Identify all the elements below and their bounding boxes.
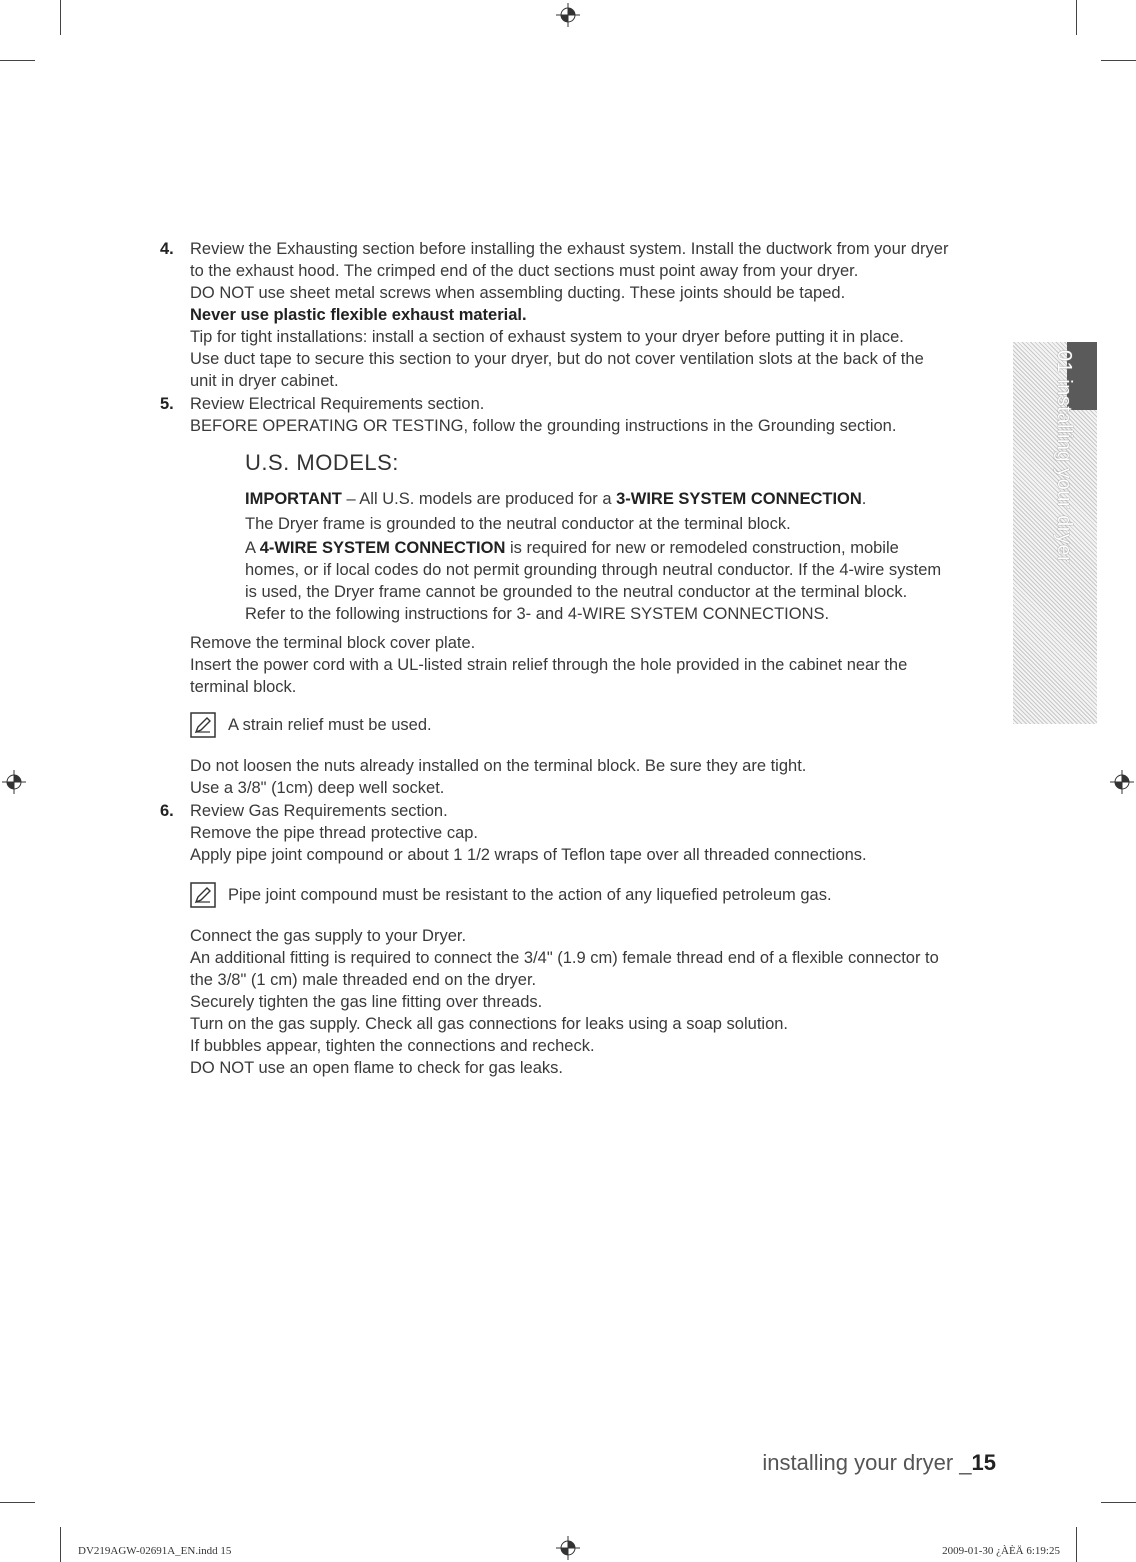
note-icon xyxy=(190,882,216,908)
crop-mark xyxy=(0,1502,35,1503)
step6-line: Apply pipe joint compound or about 1 1/2 wraps of Teflon tape over all threaded connections. xyxy=(190,846,867,864)
crop-mark xyxy=(1076,1527,1077,1562)
chapter-side-tab xyxy=(1013,342,1097,724)
step6-line: Securely tighten the gas line fitting over threads. xyxy=(190,993,543,1011)
crop-mark xyxy=(1101,1502,1136,1503)
step6-line: Connect the gas supply to your Dryer. xyxy=(190,927,467,945)
step5-line: Remove the terminal block cover plate. xyxy=(190,634,476,652)
step6-line: Turn on the gas supply. Check all gas connections for leaks using a soap solution. xyxy=(190,1015,789,1033)
crop-mark xyxy=(60,1527,61,1562)
step4-tip-line: Tip for tight installations: install a section of exhaust system to your dryer before putting it in place. xyxy=(190,328,904,346)
crop-mark xyxy=(1101,60,1136,61)
crop-mark xyxy=(1076,0,1077,35)
step4-tip-line: Use duct tape to secure this section to your dryer, but do not cover ventilation slots at the back of the xyxy=(190,350,924,368)
step6-line: the 3/8" (1 cm) male threaded end on the dryer. xyxy=(190,971,537,989)
step-number: 4. xyxy=(160,240,174,258)
four-wire-suffix: is required for new or remodeled construction, mobile xyxy=(505,539,899,557)
step5-line: terminal block. xyxy=(190,678,297,696)
step6-line: An additional fitting is required to connect the 3/4" (1.9 cm) female thread end of a flexible connector to xyxy=(190,949,939,967)
us-models-line: The Dryer frame is grounded to the neutral conductor at the terminal block. xyxy=(245,515,791,533)
step4-line: to the exhaust hood. The crimped end of the duct sections must point away from your dryer. xyxy=(190,262,859,280)
important-label: IMPORTANT xyxy=(245,490,342,508)
note-icon xyxy=(190,712,216,738)
four-wire-prefix: A xyxy=(245,539,260,557)
registration-mark-icon xyxy=(556,1536,580,1560)
step-number: 6. xyxy=(160,802,174,820)
page-footer xyxy=(762,1452,996,1474)
exhaust-warning: Never use plastic flexible exhaust material. xyxy=(190,306,527,324)
us-models-heading: U.S. MODELS: xyxy=(245,450,399,475)
side-tab-label: 01 installing your dryer xyxy=(1053,350,1075,564)
print-slug-date: 2009-01-30 ¿ÀÈÄ 6:19:25 xyxy=(942,1545,1060,1557)
us-models-line: homes, or if local codes do not permit grounding through neutral conductor. If the 4-wire system xyxy=(245,561,942,579)
step6-line: DO NOT use an open flame to check for gas leaks. xyxy=(190,1059,563,1077)
footer-section-title: installing your dryer _ xyxy=(762,1450,972,1475)
page-number: 15 xyxy=(971,1450,996,1475)
step5-line: BEFORE OPERATING OR TESTING, follow the grounding instructions in the Grounding section. xyxy=(190,417,897,435)
step5-line: Use a 3/8" (1cm) deep well socket. xyxy=(190,779,445,797)
us-models-line: is used, the Dryer frame cannot be grounded to the neutral conductor at the terminal block. xyxy=(245,583,908,601)
important-end: . xyxy=(861,490,867,508)
important-line xyxy=(245,488,866,510)
important-text: – All U.S. models are produced for a xyxy=(341,490,617,508)
step5-line: Insert the power cord with a UL-listed strain relief through the hole provided in the cabinet near the xyxy=(190,656,908,674)
registration-mark-icon xyxy=(2,770,26,794)
four-wire-label: 4-WIRE SYSTEM CONNECTION xyxy=(259,539,506,557)
step5-line: Review Electrical Requirements section. xyxy=(190,395,485,413)
note-text: Pipe joint compound must be resistant to the action of any liquefied petroleum gas. xyxy=(228,886,832,904)
step4-tip-line: unit in dryer cabinet. xyxy=(190,372,339,390)
registration-mark-icon xyxy=(556,3,580,27)
step4-line: Review the Exhausting section before installing the exhaust system. Install the ductwork from your dryer xyxy=(190,240,949,258)
three-wire-label: 3-WIRE SYSTEM CONNECTION xyxy=(616,490,862,508)
step6-line: Review Gas Requirements section. xyxy=(190,802,448,820)
step6-line: If bubbles appear, tighten the connections and recheck. xyxy=(190,1037,595,1055)
step-number: 5. xyxy=(160,395,174,413)
step6-line: Remove the pipe thread protective cap. xyxy=(190,824,479,842)
crop-mark xyxy=(0,60,35,61)
us-models-line: Refer to the following instructions for 3- and 4-WIRE SYSTEM CONNECTIONS. xyxy=(245,605,830,623)
crop-mark xyxy=(60,0,61,35)
step5-line: Do not loosen the nuts already installed on the terminal block. Be sure they are tight. xyxy=(190,757,807,775)
step4-line: DO NOT use sheet metal screws when assembling ducting. These joints should be taped. xyxy=(190,284,846,302)
note-text: A strain relief must be used. xyxy=(228,716,432,734)
four-wire-line xyxy=(245,537,899,559)
print-slug-file: DV219AGW-02691A_EN.indd 15 xyxy=(78,1545,232,1557)
registration-mark-icon xyxy=(1110,770,1134,794)
